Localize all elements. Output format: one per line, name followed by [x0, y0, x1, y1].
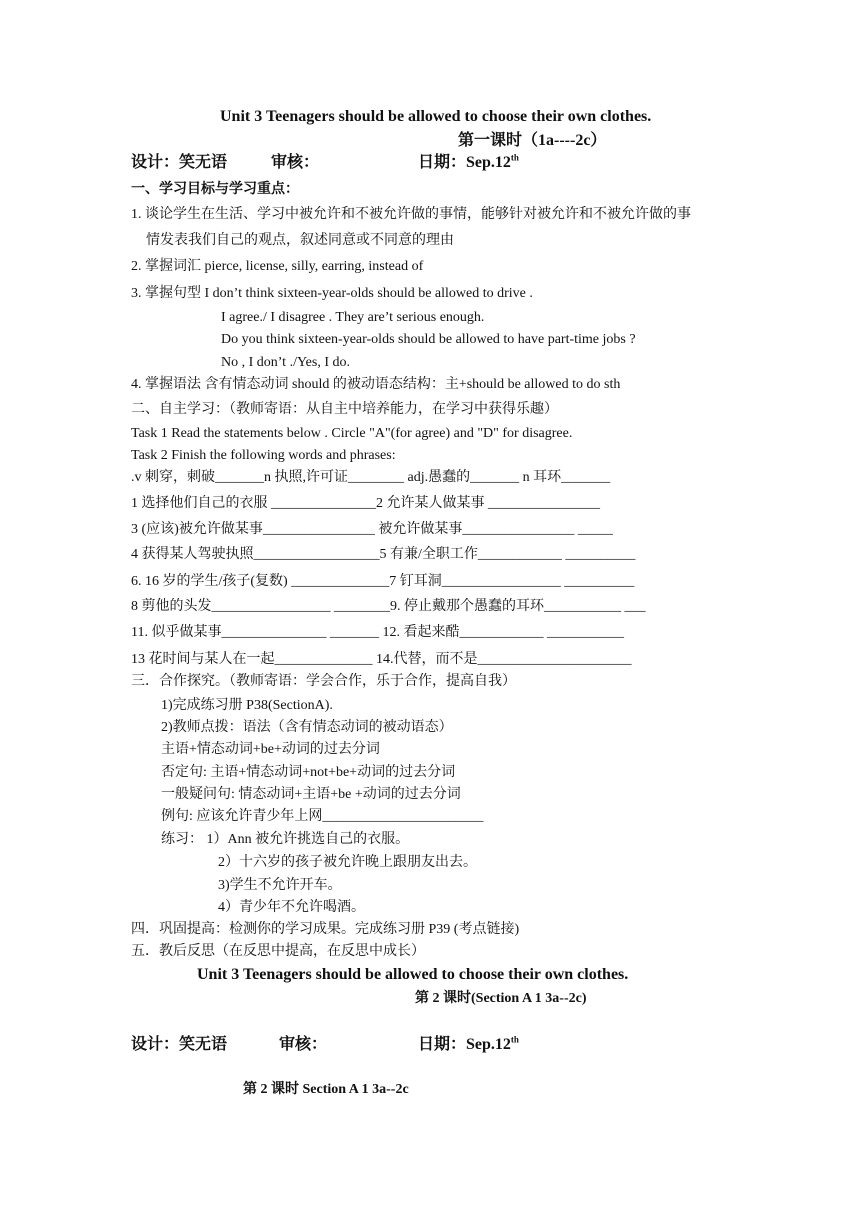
section-heading-goals: 一、学习目标与学习重点： [131, 182, 299, 197]
unit-title: Unit 3 Teenagers should be allowed to choose their own clothes. [220, 108, 652, 125]
designer-label: 设计：笑无语 [131, 154, 228, 171]
goal-item-2: 2. 掌握词汇 pierce, license, silly, earring, instead of [131, 259, 424, 274]
section-heading-self-study: 二、自主学习：（教师寄语：从自主中培养能力，在学习中获得乐趣） [131, 402, 558, 417]
cooperation-item: 2)教师点拨：语法（含有情态动词的被动语态） [161, 720, 453, 735]
grammar-rule: 一般疑问句: 情态动词+主语+be +动词的过去分词 [161, 787, 461, 802]
section-heading-reflection: 五．教后反思（在反思中提高，在反思中成长） [131, 944, 425, 959]
section-heading-consolidation: 四．巩固提高：检测你的学习成果。完成练习册 P39 (考点链接) [131, 922, 520, 937]
lesson-subtitle: 第一课时（1a----2c） [458, 132, 607, 149]
sentence-pattern: I agree./ I disagree . They are’t serious enough. [221, 310, 485, 325]
vocab-blanks: .v 刺穿，刺破_______n 执照,许可证________ adj.愚蠢的_______ n 耳环_______ [131, 470, 611, 485]
lesson-subtitle-2: 第 2 课时(Section A 1 3a--2c) [415, 991, 587, 1006]
section-heading-cooperation: 三．合作探究。（教师寄语：学会合作，乐于合作，提高自我） [131, 674, 516, 689]
goal-item-3: 3. 掌握句型 I don’t think sixteen-year-olds should be allowed to drive . [131, 286, 533, 301]
task-2: Task 2 Finish the following words and phrases: [131, 448, 396, 463]
cooperation-item: 1)完成练习册 P38(SectionA). [161, 698, 333, 713]
goal-item-1: 1. 谈论学生在生活、学习中被允许和不被允许做的事情，能够针对被允许和不被允许做的事 [131, 207, 691, 222]
date-label: 日期：Sep.12th [418, 152, 519, 171]
unit-title-2: Unit 3 Teenagers should be allowed to choose their own clothes. [197, 966, 629, 983]
phrase-blanks: 4 获得某人驾驶执照__________________5 有兼/全职工作____________ __________ [131, 547, 636, 562]
sentence-pattern: Do you think sixteen-year-olds should be allowed to have part-time jobs ? [221, 332, 636, 347]
date-label-2: 日期：Sep.12th [418, 1034, 519, 1053]
exercise-item: 3)学生不允许开车。 [218, 878, 342, 893]
phrase-blanks: 8 剪他的头发_________________ ________9. 停止戴那个愚蠢的耳环___________ ___ [131, 599, 646, 614]
goal-item-4: 4. 掌握语法 含有情态动词 should 的被动语态结构：主+should be allowed to do sth [131, 377, 621, 392]
exercise-item: 4）青少年不允许喝酒。 [218, 900, 365, 915]
lesson-footer: 第 2 课时 Section A 1 3a--2c [243, 1082, 409, 1097]
exercise-item: 2）十六岁的孩子被允许晚上跟朋友出去。 [218, 855, 477, 870]
designer-label-2: 设计：笑无语 [131, 1036, 228, 1053]
phrase-blanks: 1 选择他们自己的衣服 _______________2 允许某人做某事 ________________ [131, 496, 600, 511]
phrase-blanks: 11. 似乎做某事_______________ _______ 12. 看起来酷____________ ___________ [131, 625, 624, 640]
reviewer-label-2: 审核： [279, 1036, 328, 1053]
grammar-rule: 主语+情态动词+be+动词的过去分词 [161, 742, 380, 757]
grammar-rule: 否定句: 主语+情态动词+not+be+动词的过去分词 [161, 765, 456, 780]
phrase-blanks: 3 (应该)被允许做某事________________ 被允许做某事________________ _____ [131, 522, 613, 537]
example-sentence: 例句: 应该允许青少年上网_______________________ [161, 809, 484, 824]
task-1: Task 1 Read the statements below . Circle "A"(for agree) and "D" for disagree. [131, 426, 573, 441]
sentence-pattern: No , I don’t ./Yes, I do. [221, 355, 350, 370]
reviewer-label: 审核： [271, 154, 320, 171]
goal-item-1-cont: 情发表我们自己的观点，叙述同意或不同意的理由 [146, 233, 454, 248]
phrase-blanks: 6. 16 岁的学生/孩子(复数) ______________7 钉耳洞_________________ __________ [131, 574, 635, 589]
exercise-item: 练习： 1）Ann 被允许挑选自己的衣服。 [161, 832, 410, 847]
phrase-blanks: 13 花时间与某人在一起______________ 14.代替，而不是______________________ [131, 652, 632, 667]
